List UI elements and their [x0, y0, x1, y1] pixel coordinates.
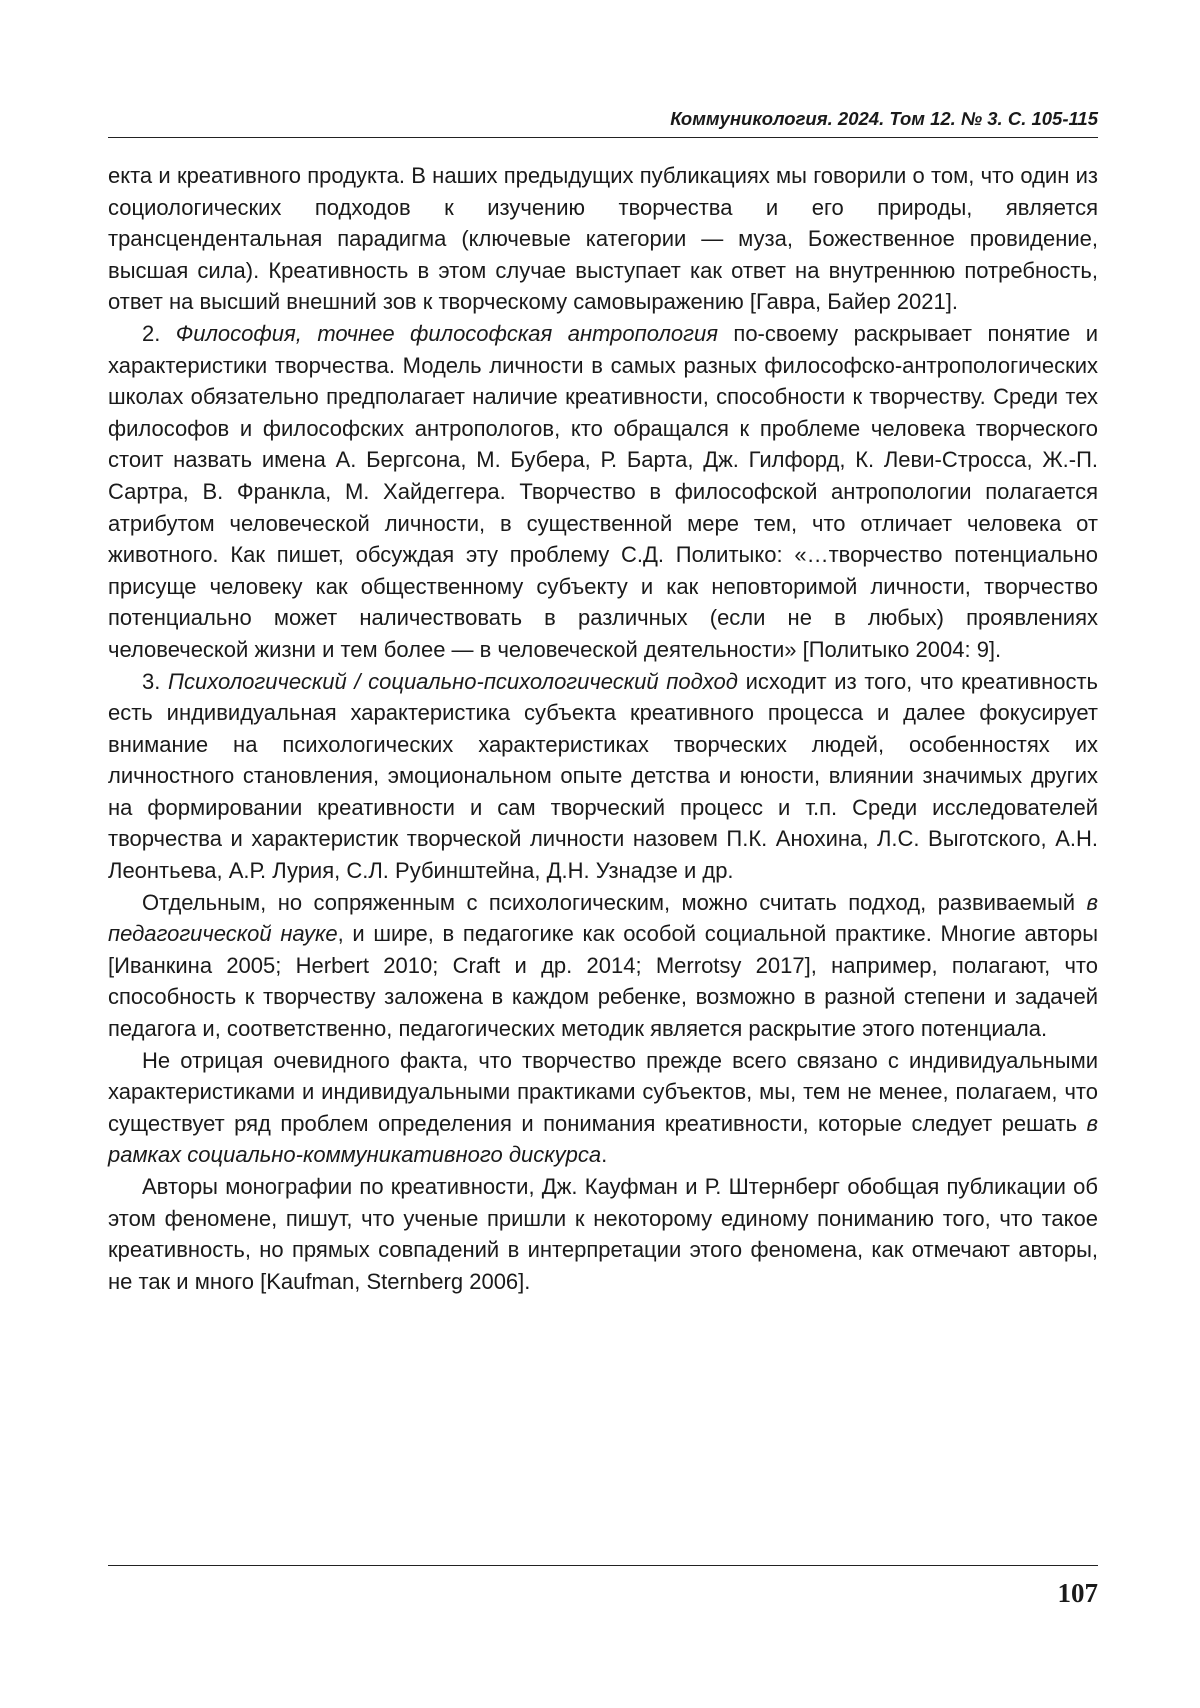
paragraph-discourse — [108, 1045, 1098, 1171]
paragraph-pedagogy — [108, 887, 1098, 1045]
text-segment: по-своему раскрывает понятие и характеристики творчества. Модель личности в самых разных философско-антропологических школах обязательно предполагает наличие креативности, способности к творчеству. Среди тех философов и философских антропологов, кто обращался к проблеме человека творческого стоит назвать имена А. Бергсона, М. Бубера, Р. Барта, Дж. Гилфорд, К. Леви-Стросса, Ж.-П. Сартра, В. Франкла, М. Хайдеггера. Творчество в философской антропологии полагается атрибутом человеческой личности, в существенной мере тем, что отличает человека от животного. Как пишет, обсуждая эту проблему С.Д. Политыко: «…творчество потенциально присуще человеку как общественному субъекту и как неповторимой личности, творчество потенциально может наличествовать в различных (если не в любых) проявлениях человеческой жизни и тем более — в человеческой деятельности» [Политыко 2004: 9]. — [108, 320, 1098, 662]
paragraph-psychology — [108, 666, 1098, 887]
header-rule — [108, 137, 1098, 138]
text-segment: Не отрицая очевидного факта, что творчество прежде всего связано с индивидуальными характеристиками и индивидуальными практиками субъектов, мы, тем не менее, полагаем, что существует ряд проблем определения и понимания креативности, которые следует решать — [108, 1047, 1098, 1136]
text-segment: исходит из того, что креативность есть индивидуальная характеристика субъекта креативного процесса и далее фокусирует внимание на психологических характеристиках творческих людей, особенностях их личностного становления, эмоциональном опыте детства и юности, влиянии значимых других на формировании креативности и сам творческий процесс и т.п. Среди исследователей творчества и характеристик творческой личности назовем П.К. Анохина, Л.С. Выготского, А.Н. Леонтьева, А.Р. Лурия, С.Л. Рубинштейна, Д.Н. Узнадзе и др. — [108, 668, 1098, 884]
text-segment: Отдельным, но сопряженным с психологическим, можно считать подход, развиваемый — [142, 889, 1087, 915]
paragraph-philosophy — [108, 318, 1098, 666]
running-header: Коммуникология. 2024. Том 12. № 3. С. 105-115 — [670, 108, 1098, 129]
page-number: 107 — [1057, 1578, 1098, 1608]
text-segment: екта и креативного продукта. В наших предыдущих публикациях мы говорили о том, что один из социологических подходов к изучению творчества и его природы, является трансцендентальная парадигма (ключевые категории — муза, Божественное провидение, высшая сила). Креативность в этом случае выступает как ответ на внутреннюю потребность, ответ на высший внешний зов к творческому самовыражению [Гавра, Байер 2021]. — [108, 163, 1098, 315]
paragraph-monograph — [108, 1171, 1098, 1297]
text-segment: Авторы монографии по креативности, Дж. Кауфман и Р. Штернберг обобщая публикации об этом феномене, пишут, что ученые пришли к некоторому единому пониманию того, что такое креативность, но прямых совпадений в интерпретации этого феномена, как отмечают авторы, не так и много [Kaufman, Sternberg 2006]. — [108, 1174, 1098, 1294]
paragraph-continuation — [108, 160, 1098, 318]
italic-term: в педагогической науке — [108, 889, 1098, 947]
text-segment: 3. — [142, 668, 169, 694]
italic-term: Философия, точнее философская антропология — [175, 320, 718, 346]
article-body — [108, 160, 1098, 1297]
text-segment: 2. — [142, 320, 176, 346]
text-segment: , и шире, в педагогике как особой социальной практике. Многие авторы [Иванкина 2005; Herbert 2010; Craft и др. 2014; Merrotsy 2017], например, полагают, что способность к творчеству заложена в каждом ребенке, возможно в разной степени и задачей педагога и, соответственно, педагогических методик является раскрытие этого потенциала. — [108, 921, 1099, 1042]
footer-rule — [108, 1565, 1098, 1566]
italic-term: в рамках социально-коммуникативного дискурса — [108, 1110, 1098, 1168]
text-segment: . — [601, 1142, 608, 1168]
italic-term: Психологический / социально-психологический подход — [168, 668, 738, 694]
